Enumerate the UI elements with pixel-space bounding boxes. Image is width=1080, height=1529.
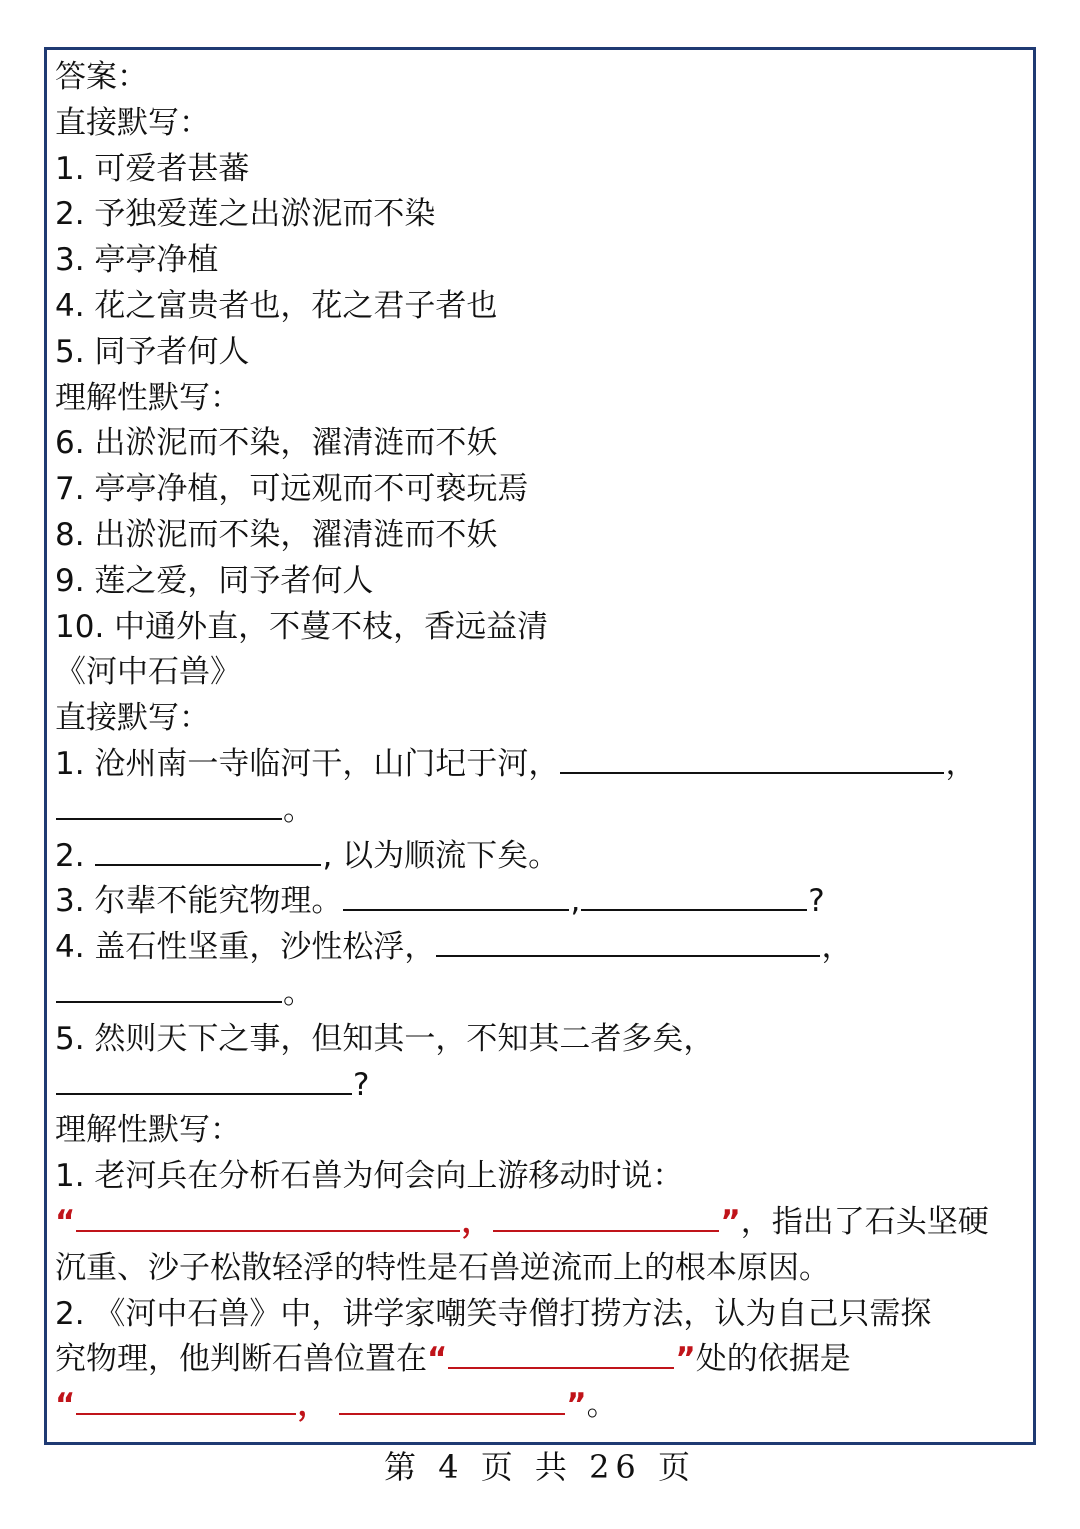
answer-content <box>55 55 1027 1429</box>
answer-line: 7. 亭亭净植，可远观而不可亵玩焉 <box>55 471 529 508</box>
answer-line: 10. 中通外直，不蔓不枝，香远益清 <box>55 608 549 645</box>
page-number: 第 4 页 共 26 页 <box>384 1448 696 1486</box>
question-line: 究物理，他判断石兽位置在“ ”处的依据是 <box>55 1341 851 1378</box>
question-line: 5. 然则天下之事，但知其一，不知其二者多矣， <box>55 1020 715 1057</box>
fill-blank <box>493 1230 719 1232</box>
answer-line: 5. 同予者何人 <box>55 333 250 370</box>
question-line: 4. 盖石性坚重，沙性松浮， ， <box>55 929 853 966</box>
section-heading: 直接默写： <box>55 104 210 141</box>
answer-line: 1. 可爱者甚蕃 <box>55 150 250 187</box>
question-line: 1. 老河兵在分析石兽为何会向上游移动时说： <box>55 1158 684 1195</box>
section-heading: 理解性默写： <box>55 379 241 416</box>
question-line: 1. 沧州南一寺临河干，山门圮于河， ， <box>55 745 977 782</box>
fill-blank <box>56 1001 282 1003</box>
section-heading: 理解性默写： <box>55 1112 241 1149</box>
question-line: “ ， ”，指出了石头坚硬 <box>55 1203 989 1240</box>
answer-line: 3. 亭亭净植 <box>55 242 219 279</box>
question-line: 2. , 以为顺流下矣。 <box>55 837 560 874</box>
fill-blank <box>581 909 807 911</box>
fill-blank <box>436 955 820 957</box>
question-line: 3. 尔辈不能究物理。 , ? <box>55 883 825 920</box>
fill-blank <box>339 1413 565 1415</box>
fill-blank <box>76 1413 296 1415</box>
question-line: 。 <box>55 788 1027 834</box>
fill-blank <box>56 1093 352 1095</box>
question-line: “ ， ”。 <box>55 1387 618 1424</box>
answers-title: 答案： <box>55 59 148 95</box>
fill-blank <box>76 1230 460 1232</box>
question-line: ? <box>55 1063 1027 1109</box>
fill-blank <box>560 772 944 774</box>
question-line: 。 <box>55 971 1027 1017</box>
answer-line: 8. 出淤泥而不染，濯清涟而不妖 <box>55 516 498 553</box>
answer-line: 6. 出淤泥而不染，濯清涟而不妖 <box>55 425 498 462</box>
fill-blank <box>95 864 321 866</box>
question-line: 2. 《河中石兽》中，讲学家嘲笑寺僧打捞方法，认为自己只需探 <box>55 1295 932 1332</box>
answer-line: 4. 花之富贵者也，花之君子者也 <box>55 287 498 324</box>
answer-line: 9. 莲之爱，同予者何人 <box>55 562 374 599</box>
fill-blank <box>343 909 569 911</box>
section-heading: 直接默写： <box>55 700 210 737</box>
fill-blank <box>448 1367 674 1369</box>
question-line: 沉重、沙子松散轻浮的特性是石兽逆流而上的根本原因。 <box>55 1249 830 1286</box>
answer-line: 2. 予独爱莲之出淤泥而不染 <box>55 196 436 233</box>
fill-blank <box>56 818 282 820</box>
answer-box <box>44 47 1036 1445</box>
text-title: 《河中石兽》 <box>55 654 241 691</box>
